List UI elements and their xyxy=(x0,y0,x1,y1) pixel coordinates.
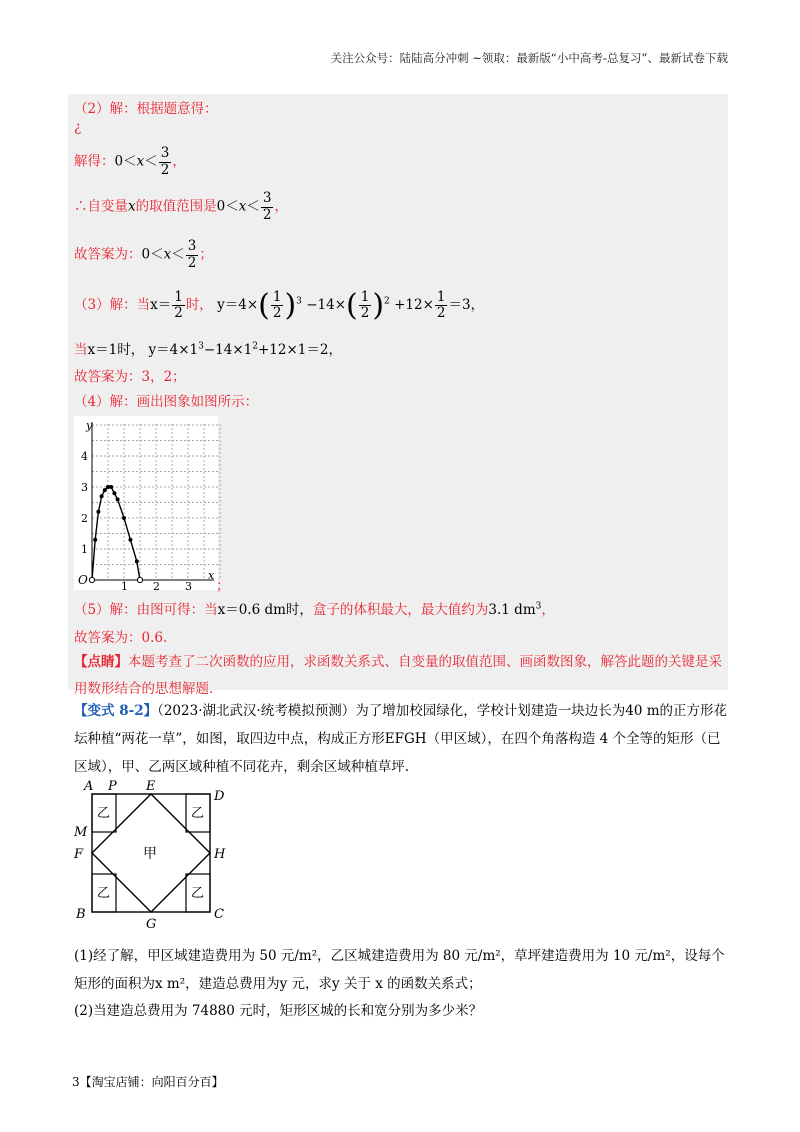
label-F: F xyxy=(74,847,84,862)
page-header: 关注公众号：陆陆高分冲刺 ~领取：最新版“小中高考-总复习”、最新试卷下载 xyxy=(330,51,728,65)
x-tick-label: 3 xyxy=(185,580,192,590)
label-D: D xyxy=(214,789,225,804)
curve-point xyxy=(96,510,100,514)
part2-range: ∴自变量x的取值范围是0＜x＜ $\frac{3}{2}$ ， xyxy=(74,190,288,223)
label-P: P xyxy=(108,779,117,794)
curve-point xyxy=(128,538,132,542)
x-tick-label: 1 xyxy=(121,580,128,590)
y-tick-label: 3 xyxy=(81,481,88,494)
curve-point xyxy=(109,485,113,489)
part4-intro: （4）解：画出图象如图所示： xyxy=(74,394,259,410)
curve-point xyxy=(93,538,97,542)
curve-point xyxy=(122,516,126,520)
graph-trailing: ； xyxy=(216,578,230,594)
open-point-origin xyxy=(89,577,94,582)
open-point-end xyxy=(137,577,142,582)
y-axis-label: y xyxy=(86,419,93,432)
label-B: B xyxy=(76,907,86,922)
y-tick-label: 1 xyxy=(81,543,88,556)
label-G: G xyxy=(146,917,157,932)
corner-label-tr: 乙 xyxy=(191,806,205,821)
curve-point xyxy=(116,497,120,501)
part2-answer: 故答案为：0＜x＜ $\frac{3}{2}$ ； xyxy=(74,238,213,271)
label-A: A xyxy=(84,779,94,794)
curve-point xyxy=(103,488,107,492)
curve-point xyxy=(135,559,139,563)
origin-label: O xyxy=(78,573,88,587)
corner-label-bl: 乙 xyxy=(97,886,111,901)
label-E: E xyxy=(146,779,156,794)
function-graph xyxy=(74,416,234,590)
part2-solve: 解得：0＜x＜ $\frac{3}{2}$ ， xyxy=(74,145,186,178)
x-axis-label: x xyxy=(208,569,215,582)
variant-block: 【变式 8-2】（2023·湖北武汉·统考模拟预测）为了增加校园绿化，学校计划建造一块边长为40 m的正方形花坛种植“两花一草”，如图，取四边中点，构成正方形EFGH（甲区域），在四个角落构造 4 个全等的矩形（已区域），甲、乙两区域种植不同花卉，剩余区域种植草坪. xyxy=(74,703,728,775)
y-tick-label: 4 xyxy=(81,450,88,463)
comment-block: 【点睛】本题考查了二次函数的应用，求函数关系式、自变量的取值范围、画函数图象，解答此题的关键是采用数形结合的思想解题. xyxy=(74,654,722,697)
part3-answer: 故答案为：3，2； xyxy=(74,369,186,385)
part2-placeholder: ¿ xyxy=(74,119,82,135)
corner-label-br: 乙 xyxy=(191,886,205,901)
label-C: C xyxy=(214,907,224,922)
corner-label-tl: 乙 xyxy=(97,806,111,821)
curve-point xyxy=(112,491,116,495)
curve-point xyxy=(100,494,104,498)
garden-diagram xyxy=(72,776,242,936)
question-1: (1)经了解，甲区域建造费用为 50 元/m²，乙区城建造费用为 80 元/m²，草坪建造费用为 10 元/m²，设每个矩形的面积为x m²，建造总费用为y 元，求y 关于 x 的函数关系式； xyxy=(74,948,725,992)
center-label: 甲 xyxy=(143,846,157,862)
y-tick-label: 2 xyxy=(81,512,88,525)
part3-line2: 当x＝1时， $y=4\times 1^3-14\times 1^2+12\times 1=2$， xyxy=(74,341,342,358)
page-footer: 3【淘宝店铺：向阳百分百】 xyxy=(72,1075,224,1089)
label-M: M xyxy=(74,825,88,840)
question-2: (2)当建造总费用为 74880 元时，矩形区城的长和宽分别为多少米？ xyxy=(74,1003,483,1019)
part2-intro: （2）解：根据题意得： xyxy=(74,101,218,117)
x-tick-label: 2 xyxy=(153,580,160,590)
part5-answer: 故答案为：0.6. xyxy=(74,630,168,646)
label-H: H xyxy=(214,847,226,862)
part3-line1: （3）解：当x＝ $\frac{1}{2}$ 时， y＝4×( $\frac{1}{2}$ )$^3$ −14×( $\frac{1}{2}$ )$^2$ +12× $\frac{1}{2}$ ＝3， xyxy=(74,288,485,323)
part5-line: （5）解：由图可得：当x＝0.6 dm时，盒子的体积最大，最大值约为3.1 $dm^3$， xyxy=(74,601,555,618)
